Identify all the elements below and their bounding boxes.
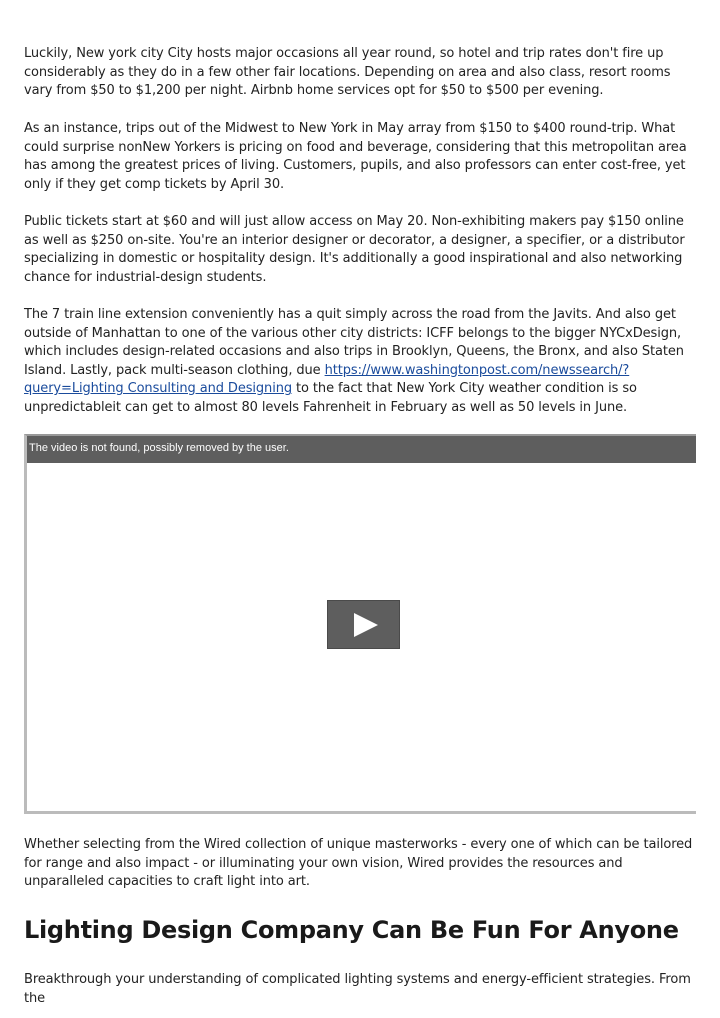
paragraph-3: Public tickets start at $60 and will just allow access on May 20. Non-exhibiting makers pay $150 online as well as $250 on-site. You're an interior designer or decorator, a designer, a specifier, or a distributor specializing in domestic or hospitality design. It's additionally a good inspirational and also networking chance for industrial-design students. bbox=[24, 214, 685, 285]
paragraph-1: Luckily, New york city City hosts major occasions all year round, so hotel and trip rates don't fire up considerably as they do in a few other fair locations. Depending on area and also class, resort rooms vary from $50 to $1,200 per night. Airbnb home services opt for $50 to $500 per evening. bbox=[24, 46, 671, 98]
paragraph-5: Whether selecting from the Wired collection of unique masterworks - every one of which can be tailored for range and also impact - or illuminating your own vision, Wired provides the resources and unparalleled capacities to craft light into art. bbox=[24, 837, 693, 889]
paragraph-4-text-start: The 7 train line extension conveniently has a quit simply across the road from the Javits. And also get outside of Manhattan to one of the various other city districts: ICFF belongs to the bigger NYCxDesign, which includes design-related occasions and also trips in Brooklyn, Queens, the Bronx, and also Staten Island. Lastly, pack multi-season clothing, due bbox=[24, 307, 684, 378]
video-error-message: The video is not found, possibly removed by the user. bbox=[27, 436, 696, 463]
play-icon bbox=[354, 613, 378, 637]
video-embed[interactable] bbox=[24, 434, 696, 814]
washington-post-link[interactable]: https://www.washingtonpost.com/newssearch/?query=Lighting Consulting and Designing bbox=[24, 362, 630, 396]
play-button[interactable] bbox=[327, 600, 400, 649]
paragraph-6: Breakthrough your understanding of complicated lighting systems and energy-efficient strategies. From the bbox=[24, 972, 691, 1006]
paragraph-4-text-end: to the fact that New York City weather condition is so unpredictableit can get to almost 80 levels Fahrenheit in February as well as 50 levels in June. bbox=[24, 381, 637, 415]
section-heading: Lighting Design Company Can Be Fun For Anyone bbox=[24, 916, 679, 944]
paragraph-2: As an instance, trips out of the Midwest to New York in May array from $150 to $400 round-trip. What could surprise nonNew Yorkers is pricing on food and beverage, considering that this metropolitan area has among the greatest prices of living. Customers, pupils, and also professors can enter cost-free, yet only if they get comp tickets by April 30. bbox=[24, 121, 687, 192]
paragraph-4 bbox=[24, 306, 696, 417]
